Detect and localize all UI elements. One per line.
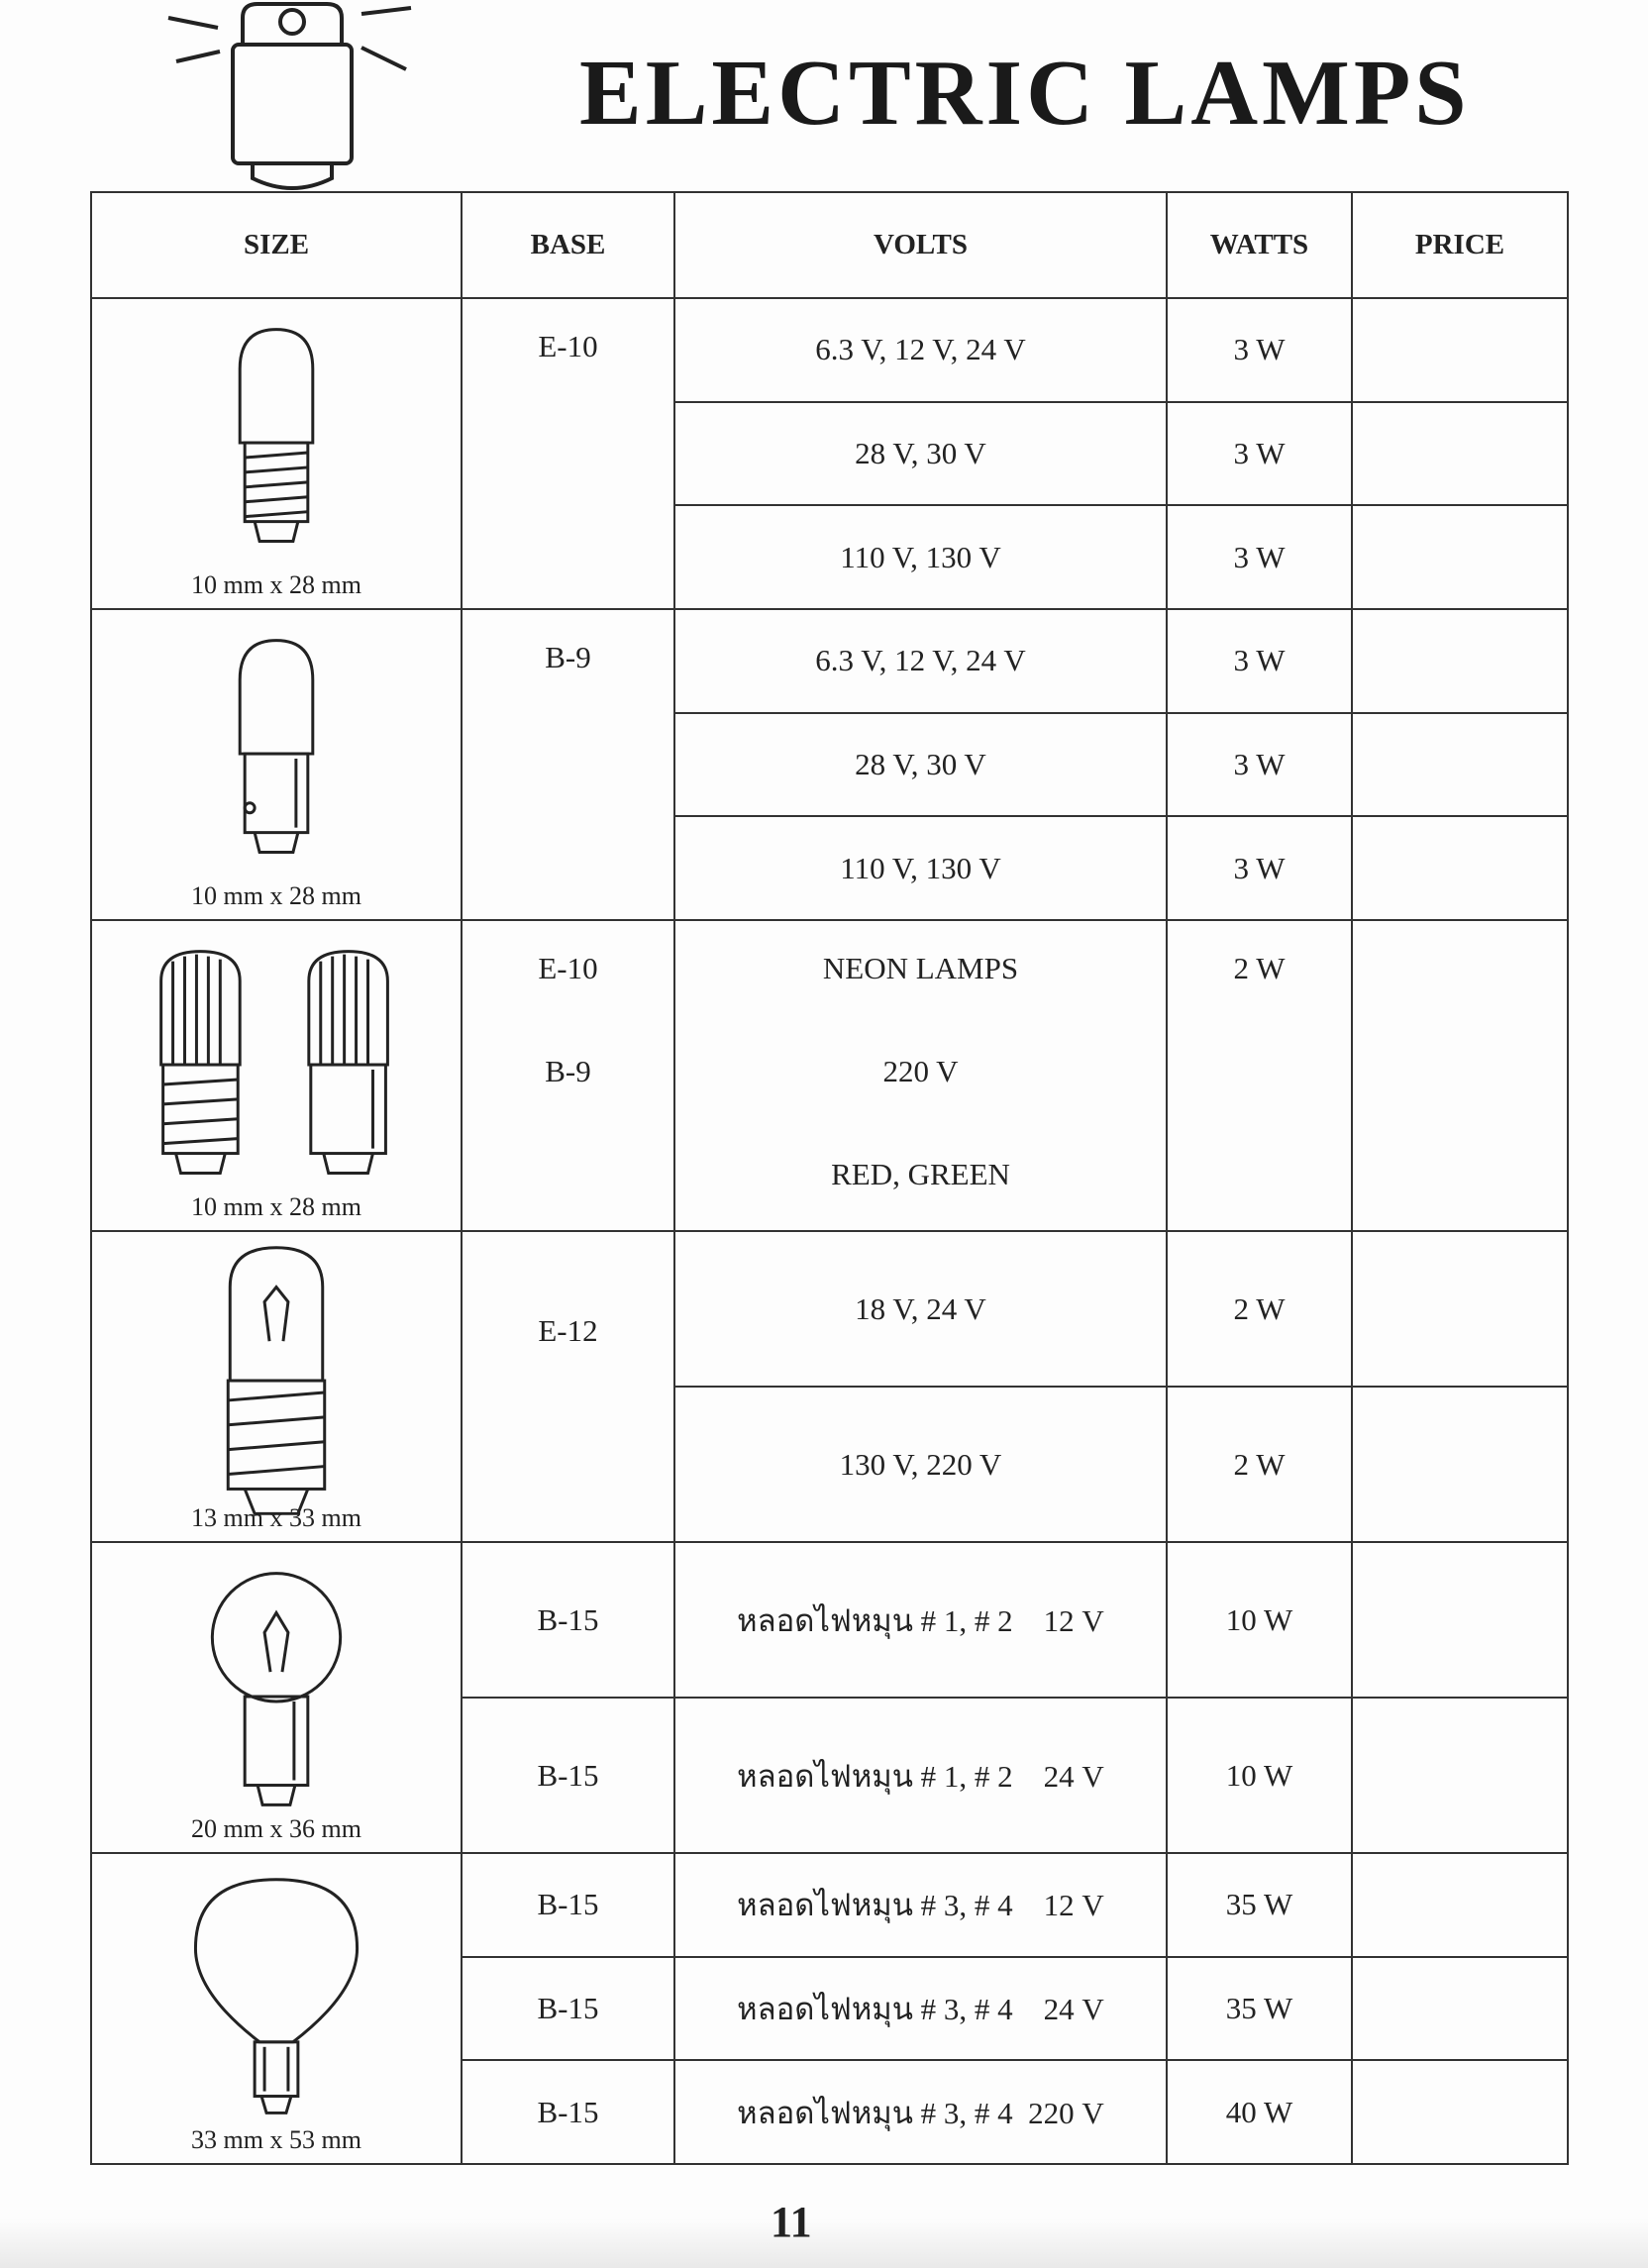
volts-value: หลอดไฟหมุน # 3, # 4 220 V	[737, 2095, 1104, 2130]
base-cell: B-9	[462, 609, 674, 920]
price-cell	[1353, 299, 1567, 403]
price-cell	[1353, 1543, 1567, 1699]
watts-value: 10 W	[1168, 1543, 1351, 1699]
volts-value: RED, GREEN	[831, 1157, 1010, 1191]
price-cell	[1353, 1232, 1567, 1388]
table-row	[91, 1853, 1568, 2164]
size-label: 20 mm x 36 mm	[191, 1814, 361, 1843]
header-size: SIZE	[91, 192, 462, 298]
header-price: PRICE	[1352, 192, 1568, 298]
price-cell	[1353, 2061, 1567, 2163]
table-row	[91, 920, 1568, 1231]
size-cell	[91, 920, 462, 1231]
table-header-row	[91, 192, 1568, 298]
price-cell	[1353, 1958, 1567, 2062]
volts-value: หลอดไฟหมุน # 1, # 2 24 V	[737, 1758, 1104, 1794]
volts-value: 130 V, 220 V	[839, 1446, 1002, 1482]
volts-cell	[674, 920, 1167, 1231]
e10-bulb-icon	[92, 299, 461, 608]
header-base: BASE	[462, 192, 674, 298]
volts-value: หลอดไฟหมุน # 3, # 4 24 V	[675, 1958, 1166, 2062]
table-row	[91, 1542, 1568, 1853]
price-cell	[1353, 403, 1567, 507]
price-cell	[1353, 506, 1567, 608]
size-cell	[91, 298, 462, 609]
watts-value: 35 W	[1168, 1854, 1351, 1958]
size-label: 10 mm x 28 mm	[191, 881, 361, 910]
base-value: B-15	[463, 1543, 673, 1699]
price-cell	[1353, 1388, 1567, 1541]
size-label: 10 mm x 28 mm	[191, 1192, 361, 1221]
volts-value: 110 V, 130 V	[840, 850, 1001, 885]
header-watts: WATTS	[1167, 192, 1352, 298]
watts-value: 2 W	[1233, 1446, 1286, 1482]
size-label: 33 mm x 53 mm	[191, 2125, 361, 2154]
watts-value: 2 W	[1168, 1232, 1351, 1388]
base-value: B-9	[545, 1054, 591, 1088]
watts-value: 35 W	[1168, 1958, 1351, 2062]
base-value: B-15	[537, 2094, 599, 2129]
price-cell	[1353, 817, 1567, 919]
volts-value: 28 V, 30 V	[675, 714, 1166, 818]
size-label: 10 mm x 28 mm	[191, 570, 361, 599]
table-row	[91, 609, 1568, 920]
watts-value: 3 W	[1168, 403, 1351, 507]
base-value: B-15	[537, 1757, 599, 1793]
base-cell: E-12	[462, 1231, 674, 1542]
lamp-logo-icon	[158, 0, 426, 198]
base-cell	[462, 920, 674, 1231]
b15-large-bulb-icon	[92, 1854, 461, 2163]
page-title: ELECTRIC LAMPS	[579, 42, 1471, 145]
volts-value: 6.3 V, 12 V, 24 V	[675, 299, 1166, 403]
watts-value: 2 W	[1167, 920, 1352, 1231]
volts-value: 18 V, 24 V	[675, 1232, 1166, 1388]
b15-small-bulb-icon	[92, 1543, 461, 1852]
price-cell	[1353, 610, 1567, 714]
watts-value: 3 W	[1168, 299, 1351, 403]
b9-bulb-icon	[92, 610, 461, 919]
volts-value: 6.3 V, 12 V, 24 V	[675, 610, 1166, 714]
volts-value: 28 V, 30 V	[675, 403, 1166, 507]
watts-value: 3 W	[1168, 610, 1351, 714]
base-value: B-15	[463, 1958, 673, 2062]
size-label: 13 mm x 33 mm	[191, 1503, 361, 1532]
base-value: B-15	[463, 1854, 673, 1958]
price-cell	[1353, 714, 1567, 818]
watts-value: 10 W	[1225, 1757, 1293, 1793]
table-row	[91, 298, 1568, 609]
neon-lamps-icon	[92, 921, 461, 1230]
base-value: E-10	[538, 951, 598, 985]
base-cell: E-10	[462, 298, 674, 609]
size-cell	[91, 1231, 462, 1542]
lamps-table	[90, 191, 1569, 2165]
watts-value: 3 W	[1233, 850, 1286, 885]
size-cell	[91, 1542, 462, 1853]
price-cell	[1353, 1699, 1567, 1852]
volts-value: หลอดไฟหมุน # 1, # 2 12 V	[675, 1543, 1166, 1699]
e12-bulb-icon	[92, 1232, 461, 1541]
scan-edge	[0, 2218, 1648, 2268]
volts-value: 110 V, 130 V	[840, 539, 1001, 574]
price-cell	[1352, 920, 1568, 1231]
size-cell	[91, 609, 462, 920]
table-row	[91, 1231, 1568, 1542]
watts-value: 40 W	[1225, 2094, 1293, 2129]
page-number: 11	[771, 2198, 812, 2246]
volts-value: 220 V	[882, 1054, 959, 1088]
price-cell	[1353, 1854, 1567, 1958]
size-cell	[91, 1853, 462, 2164]
watts-value: 3 W	[1233, 539, 1286, 574]
volts-value: หลอดไฟหมุน # 3, # 4 12 V	[675, 1854, 1166, 1958]
header-volts: VOLTS	[674, 192, 1167, 298]
volts-value: NEON LAMPS	[822, 951, 1019, 985]
watts-value: 3 W	[1168, 714, 1351, 818]
